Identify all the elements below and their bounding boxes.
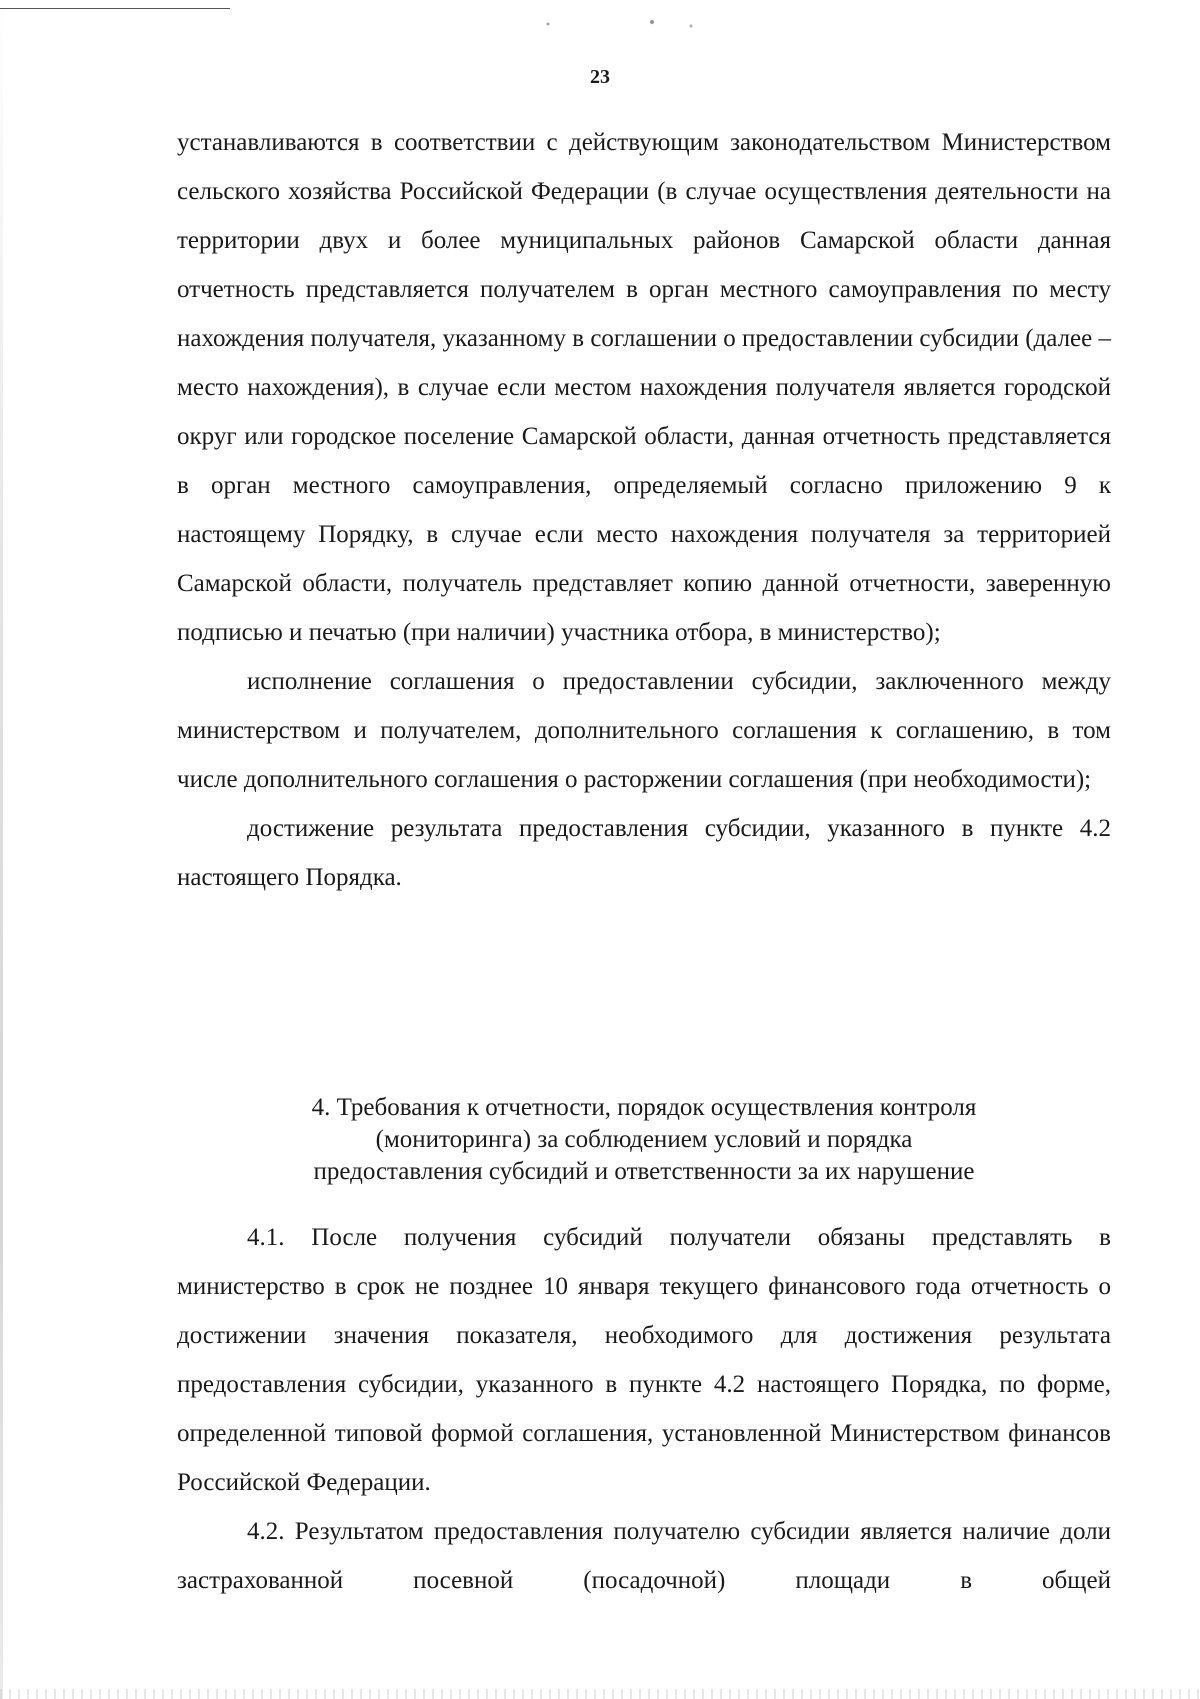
paragraph-4-1: 4.1. После получения субсидий получатели обязаны представлять в министерство в срок не позднее 10 января текущего финансового года отчетность о достижении значения показателя, необходимого для достижения результата предоставления субсидии, указанного в пункте 4.2 настоящего Порядка, по форме, определенной типовой формой соглашения, установленной Министерством финансов Российской Федерации. [177, 1224, 1111, 1496]
body-text-top [177, 118, 1111, 902]
paragraph-result-achievement: достижение результата предоставления субсидии, указанного в пункте 4.2 настоящего Порядка. [177, 815, 1111, 891]
section-heading-line-2: (мониторинга) за соблюдением условий и порядка [375, 1126, 913, 1153]
scan-artifact-line [0, 8, 230, 9]
section-heading [177, 1092, 1111, 1188]
scan-artifact-bottom [0, 1689, 1200, 1699]
body-text-bottom [177, 1213, 1111, 1605]
scan-edge-left [0, 0, 3, 1699]
scan-artifact-specks [470, 14, 730, 34]
section-heading-line-3: предоставления субсидий и ответственности за их нарушение [313, 1158, 975, 1185]
paragraph-agreement-execution: исполнение соглашения о предоставлении субсидии, заключенного между министерством и получателем, дополнительного соглашения к соглашению, в том числе дополнительного соглашения о расторжении соглашения (при необходимости); [177, 668, 1111, 793]
section-heading-line-1: 4. Требования к отчетности, порядок осуществления контроля [311, 1094, 977, 1121]
paragraph-4-2: 4.2. Результатом предоставления получателю субсидии является наличие доли застрахованной посевной (посадочной) площади в общей [177, 1518, 1111, 1594]
paragraph-continuation: устанавливаются в соответствии с действующим законодательством Министерством сельского хозяйства Российской Федерации (в случае осуществления деятельности на территории двух и более муниципальных районов Самарской области данная отчетность представляется получателем в орган местного самоуправления по месту нахождения получателя, указанному в соглашении о предоставлении субсидии (далее – место нахождения), в случае если местом нахождения получателя является городской округ или городское поселение Самарской области, данная отчетность представляется в орган местного самоуправления, определяемый согласно приложению 9 к настоящему Порядку, в случае если место нахождения получателя за территорией Самарской области, получатель представляет копию данной отчетности, заверенную подписью и печатью (при наличии) участника отбора, в министерство); [177, 129, 1111, 646]
page-number: 23 [590, 66, 610, 88]
